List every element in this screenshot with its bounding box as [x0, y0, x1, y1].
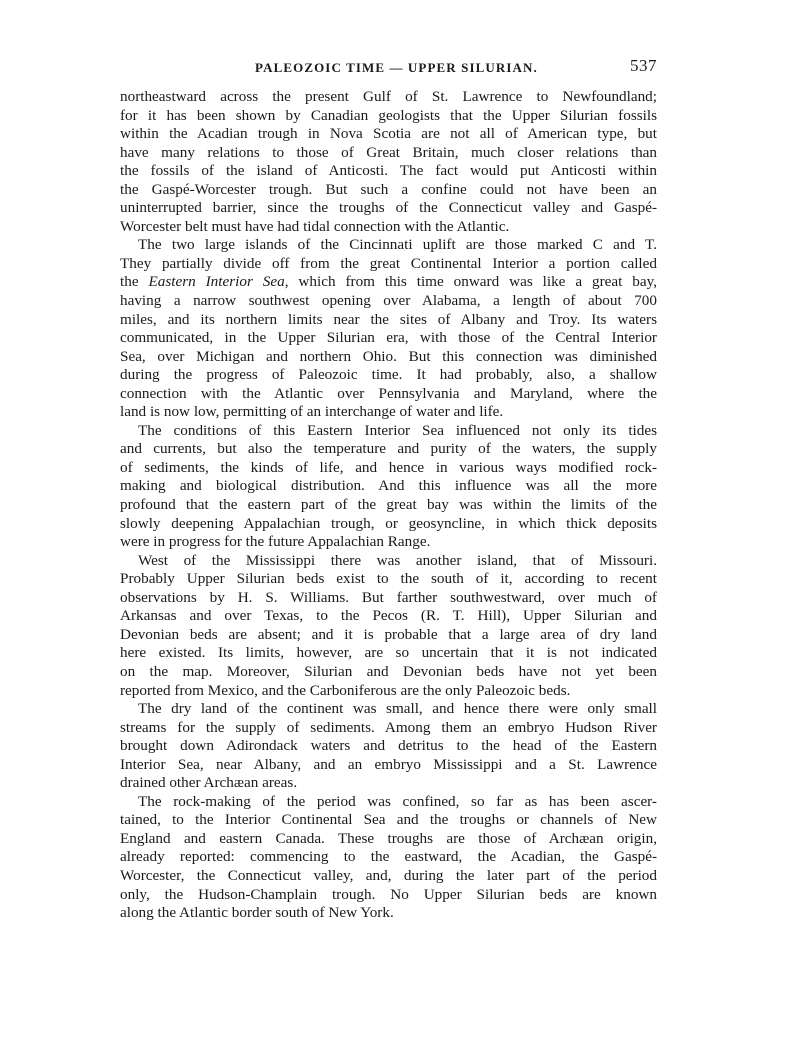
text-line: The two large islands of the Cincinnati uplift are those marked C and T. — [138, 236, 657, 254]
text-line: here existed. Its limits, however, are so uncertain that it is not indicated — [120, 644, 657, 662]
text-line: northeastward across the present Gulf of St. Lawrence to Newfoundland; — [120, 88, 657, 105]
text-line: making and biological distribution. And this influence was all the more — [120, 477, 657, 495]
text-line: reported from Mexico, and the Carboniferous are the only Paleozoic beds. — [120, 681, 571, 699]
paragraph-1 — [120, 88, 657, 236]
text-line: brought down Adirondack waters and detritus to the head of the Eastern — [120, 737, 657, 755]
text-line: along the Atlantic border south of New York. — [120, 904, 394, 922]
text-line: miles, and its northern limits near the sites of Albany and Troy. Its waters — [120, 310, 657, 328]
text-line: were in progress for the future Appalachian Range. — [120, 533, 431, 551]
text-line: land is now low, permitting of an interchange of water and life. — [120, 403, 504, 421]
text-line: for it has been shown by Canadian geologists that the Upper Silurian fossils — [120, 106, 657, 124]
text-line: Interior Sea, near Albany, and an embryo Mississippi and a St. Lawrence — [120, 755, 657, 773]
text-line: The dry land of the continent was small, and hence there were only small — [138, 700, 657, 718]
page — [120, 56, 657, 923]
text-line-italic: the Eastern Interior Sea, which from this time onward was like a great bay, — [120, 273, 657, 291]
text-line: the fossils of the island of Anticosti. The fact would put Anticosti within — [120, 162, 657, 180]
text-line: tained, to the Interior Continental Sea and the troughs or channels of New — [120, 811, 657, 829]
paragraph-6 — [120, 793, 657, 923]
body-text — [120, 88, 657, 923]
paragraph-2 — [120, 236, 657, 421]
text-line: the Gaspé-Worcester trough. But such a confine could not have been an — [120, 180, 657, 198]
text-line: slowly deepening Appalachian trough, or geosyncline, in which thick deposits — [120, 514, 657, 532]
text-line: within the Acadian trough in Nova Scotia are not all of American type, but — [120, 125, 657, 143]
running-title: PALEOZOIC TIME — UPPER SILURIAN. — [255, 60, 538, 75]
running-head — [120, 56, 657, 84]
text-line: The rock-making of the period was confined, so far as has been ascer- — [138, 792, 657, 810]
text-line: Devonian beds are absent; and it is probable that a large area of dry land — [120, 625, 657, 643]
text-line: during the progress of Paleozoic time. It had probably, also, a shallow — [120, 366, 657, 384]
page-number: 537 — [630, 56, 657, 75]
text-line: communicated, in the Upper Silurian era, with those of the Central Interior — [120, 329, 657, 347]
text-line: Worcester, the Connecticut valley, and, during the later part of the period — [120, 866, 657, 884]
text-line: England and eastern Canada. These troughs are those of Archæan origin, — [120, 829, 657, 847]
text-line: The conditions of this Eastern Interior Sea influenced not only its tides — [138, 421, 657, 439]
italic-term: Eastern Interior Sea — [148, 273, 285, 291]
text-line: observations by H. S. Williams. But farther southwestward, over much of — [120, 588, 657, 606]
text-line: Probably Upper Silurian beds exist to the south of it, according to recent — [120, 570, 657, 588]
text-line: drained other Archæan areas. — [120, 774, 298, 792]
text-line: uninterrupted barrier, since the troughs of the Connecticut valley and Gaspé- — [120, 199, 657, 217]
text-line: on the map. Moreover, Silurian and Devonian beds have not yet been — [120, 662, 657, 680]
text-line: and currents, but also the temperature and purity of the waters, the supply — [120, 440, 657, 458]
text-line: only, the Hudson-Champlain trough. No Upper Silurian beds are known — [120, 885, 657, 903]
text-line: streams for the supply of sediments. Among them an embryo Hudson River — [120, 718, 657, 736]
text-line: profound that the eastern part of the great bay was within the limits of the — [120, 496, 657, 514]
text-line: connection with the Atlantic over Pennsylvania and Maryland, where the — [120, 384, 657, 402]
text-line: Worcester belt must have had tidal connection with the Atlantic. — [120, 217, 510, 235]
text-line: Sea, over Michigan and northern Ohio. But this connection was diminished — [120, 347, 657, 365]
text-line: already reported: commencing to the eastward, the Acadian, the Gaspé- — [120, 848, 657, 866]
text-line: West of the Mississippi there was another island, that of Missouri. — [138, 551, 657, 569]
paragraph-4 — [120, 552, 657, 700]
text-line: having a narrow southwest opening over Alabama, a length of about 700 — [120, 292, 657, 310]
paragraph-3 — [120, 422, 657, 552]
text-line: They partially divide off from the great Continental Interior a portion called — [120, 254, 657, 272]
text-line: of sediments, the kinds of life, and hence in various ways modified rock- — [120, 458, 657, 476]
paragraph-5 — [120, 700, 657, 793]
text-line: Arkansas and over Texas, to the Pecos (R. T. Hill), Upper Silurian and — [120, 607, 657, 625]
text-line: have many relations to those of Great Britain, much closer relations than — [120, 143, 657, 161]
